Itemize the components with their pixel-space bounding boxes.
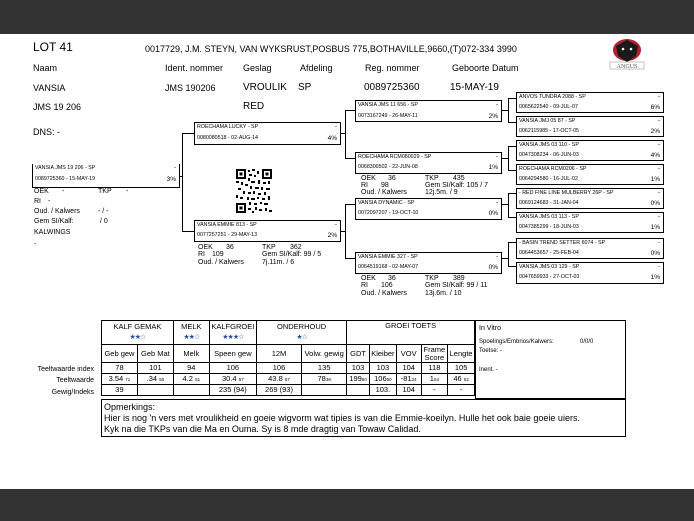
gp-tkp-value: 389 — [453, 275, 465, 282]
tw-value: 30.4 — [221, 374, 237, 384]
ggp-name: VANSIA JMS 03 110 - SP — [519, 142, 579, 148]
tw-acc: 51 — [195, 377, 201, 383]
remarks-box — [101, 399, 626, 437]
gp-dash: - — [496, 102, 498, 108]
bottom-bar — [0, 489, 694, 521]
tw-value: 4.2 — [182, 374, 193, 384]
ggp-id: 0069124683 - 31-JAN-04 — [519, 200, 579, 206]
dam-oud: Oud. / Kalwers — [198, 259, 244, 266]
tw-value: 46 — [453, 374, 462, 384]
label-ident: Ident. nommer — [165, 63, 224, 73]
group-melk: MELK — [173, 321, 209, 332]
ggp-name: VANSIA JMS 03 129 - SP — [519, 264, 580, 270]
col-header: GDT — [347, 345, 370, 363]
gp-name: ROECHAMA RCM080029 - SP — [358, 154, 432, 160]
gp-oud-value: 12j.5m. / 9 — [425, 189, 458, 196]
connector — [180, 176, 183, 177]
subject-tkp-value: - — [126, 188, 129, 195]
tw-acc: 67 — [238, 377, 244, 383]
ggp-id: 0047385299 - 18-JUN-03 — [519, 224, 579, 230]
gp-name: VANSIA JMS 11 656 - SP — [358, 102, 418, 108]
connector — [345, 110, 355, 111]
tw-cell — [102, 374, 138, 385]
gp-name: VANSIA DYNAMIC - SP — [358, 200, 415, 206]
ggp-pct: 1% — [650, 176, 660, 183]
row-label-teeltwaarde: Teeltwaarde — [56, 377, 94, 384]
ggp-dash: - — [658, 264, 660, 270]
connector — [508, 242, 509, 266]
connector — [341, 231, 346, 232]
stars-melk: ★★☆ — [173, 332, 209, 345]
tw-cell — [302, 374, 347, 385]
connector — [345, 110, 346, 158]
ggp-name: - RED FINE LINE MULBERRY 26P - SP — [519, 190, 614, 196]
invitro-panel — [475, 320, 626, 399]
subject-pct: 3% — [166, 176, 176, 183]
connector — [502, 258, 509, 259]
gewig-cell — [302, 385, 347, 396]
gp-pct: 0% — [488, 264, 498, 271]
subject-oek: OEK — [34, 188, 49, 195]
connector — [508, 122, 516, 123]
tw-cell — [256, 374, 301, 385]
index-cell: 94 — [173, 363, 209, 374]
index-cell: 103 — [369, 363, 396, 374]
ggp-pct: 1% — [650, 224, 660, 231]
index-cell: 106 — [256, 363, 301, 374]
connector — [508, 170, 516, 171]
connector — [502, 110, 509, 111]
sire-id: 0080080518 - 02-AUG-14 — [197, 135, 258, 141]
gp-dash: - — [496, 200, 498, 206]
dam-dash: - — [335, 222, 337, 228]
dam-pct: 2% — [327, 232, 337, 239]
remarks-title: Opmerkings: — [104, 402, 156, 412]
col-header: 12M — [256, 345, 301, 363]
label-geslag: Geslag — [243, 63, 272, 73]
sire-name: ROECHAMA LUCKY - SP — [197, 124, 259, 130]
ggp-dash: - — [658, 166, 660, 172]
tw-cell — [369, 374, 396, 385]
ggp-name: ROECHAMA RCM0206 - SP — [519, 166, 587, 172]
connector — [502, 204, 509, 205]
tw-acc: 50 — [361, 377, 367, 383]
invitro-title: In Vitro — [479, 325, 502, 332]
animal-geslag: VROULIK — [243, 82, 287, 93]
dam-gem: Gem SI/Kalf: 99 / 5 — [262, 251, 322, 258]
index-cell: 103 — [347, 363, 370, 374]
tw-cell — [421, 374, 448, 385]
gp-oek-value: 36 — [388, 175, 396, 182]
ggp-name: VANSIA JMJ 05 87 - SP — [519, 118, 576, 124]
col-header: Melk — [173, 345, 209, 363]
ggp-id: 0047308234 - 06-JUN-03 — [519, 152, 579, 158]
stars-kalfgroei: ★★★☆ — [209, 332, 256, 345]
col-header: Geb gew — [102, 345, 138, 363]
gp-ri: RI — [361, 282, 368, 289]
grandparent-box — [355, 100, 502, 122]
subject-dash: - — [174, 165, 176, 171]
label-naam: Naam — [33, 63, 58, 73]
gewig-cell: 104 — [396, 385, 421, 396]
tw-cell — [448, 374, 475, 385]
tw-acc: 54 — [433, 377, 439, 383]
ggp-pct: 0% — [650, 200, 660, 207]
gewig-cell: 103. — [369, 385, 396, 396]
animal-reg: 0089725360 — [364, 82, 420, 93]
col-header: Volw. gewig — [302, 345, 347, 363]
gp-oud: Oud. / Kalwers — [361, 189, 407, 196]
gp-oek-value: 36 — [388, 275, 396, 282]
tw-cell — [173, 374, 209, 385]
great-grandparent-box — [516, 116, 664, 137]
dam-oek: OEK — [198, 244, 213, 251]
connector — [345, 204, 355, 205]
gp-tkp: TKP — [425, 175, 439, 182]
gewig-cell — [173, 385, 209, 396]
lot-number: LOT 41 — [33, 40, 73, 54]
dam-oud-value: 7j.11m. / 6 — [262, 259, 295, 266]
tw-value: 43.8 — [268, 374, 283, 384]
animal-kleur: RED — [243, 101, 265, 112]
gp-oud-value: 13j.6m. / 10 — [425, 290, 462, 297]
ggp-id: 0064453657 - 25-FEB-04 — [519, 250, 579, 256]
subject-oud-value: - / - — [98, 208, 109, 215]
connector — [502, 158, 509, 159]
tw-value: .34 — [146, 374, 158, 384]
dam-oek-value: 36 — [226, 244, 234, 251]
label-reg: Reg. nommer — [365, 63, 420, 73]
dam-tkp: TKP — [262, 244, 276, 251]
ggp-id: 0064294580 - 16-JUL-02 — [519, 176, 578, 182]
gp-tkp-value: 435 — [453, 175, 465, 182]
tw-value: -81 — [400, 374, 412, 384]
subject-gem-value: / 0 — [100, 218, 108, 225]
grandparent-box — [355, 252, 502, 274]
great-grandparent-box — [516, 212, 664, 233]
ggp-pct: 2% — [650, 128, 660, 135]
dam-box — [194, 220, 341, 242]
ggp-dash: - — [658, 214, 660, 220]
col-header: Geb Mat — [137, 345, 173, 363]
connector — [508, 146, 516, 147]
gewig-cell: 269 (93) — [256, 385, 301, 396]
gp-oek: OEK — [361, 175, 376, 182]
invitro-inent: Inent. - — [479, 367, 498, 373]
tw-cell — [209, 374, 256, 385]
index-cell: 135 — [302, 363, 347, 374]
invitro-spoelings-value: 0/0/0 — [580, 339, 594, 345]
gp-pct: 2% — [488, 113, 498, 120]
animal-naam: VANSIA — [33, 83, 66, 93]
animal-geboorte: 15-MAY-19 — [450, 82, 499, 93]
gp-id: 0072097207 - 19-OCT-10 — [358, 210, 419, 216]
ggp-id: 0062115985 - 17-OCT-05 — [519, 128, 579, 134]
sire-dash: - — [335, 124, 337, 130]
index-cell: 78 — [102, 363, 138, 374]
ggp-dash: - — [658, 118, 660, 124]
subject-box — [32, 164, 180, 188]
subject-kalwings-value: - — [34, 241, 37, 248]
row-label-index: Teeltwaarde index — [37, 366, 94, 373]
subject-gem: Gem SI/Kalf: — [34, 218, 74, 225]
subject-ri-value: - — [48, 198, 51, 205]
angus-logo — [600, 36, 654, 72]
gp-ri-value: 106 — [381, 282, 393, 289]
ggp-dash: - — [658, 94, 660, 100]
ggp-id: 0065622540 - 09-JUL-07 — [519, 104, 578, 110]
tw-acc: 50 — [159, 377, 165, 383]
gewig-cell: 39 — [102, 385, 138, 396]
gp-ri-value: 98 — [381, 182, 389, 189]
subject-kalwings: KALWINGS — [34, 229, 71, 236]
animal-afdeling: SP — [298, 82, 312, 93]
tw-cell — [347, 374, 370, 385]
animal-naam2: JMS 19 206 — [33, 102, 82, 112]
tw-value: 199 — [349, 374, 362, 384]
great-grandparent-box — [516, 164, 664, 185]
connector — [182, 133, 183, 231]
connector — [508, 266, 516, 267]
sire-pct: 4% — [327, 135, 337, 142]
great-grandparent-box — [516, 262, 664, 284]
index-cell: 104 — [396, 363, 421, 374]
gp-name: VANSIA EMMIE 327 - SP — [358, 254, 418, 260]
tw-acc: 71 — [125, 377, 131, 383]
connector — [508, 242, 516, 243]
col-header: VOV — [396, 345, 421, 363]
gp-gem: Gem SI/Kalf: 105 / 7 — [425, 182, 489, 189]
subject-name: VANSIA JMS 19 206 - SP — [35, 165, 96, 171]
ggp-pct: 6% — [650, 104, 660, 111]
top-bar — [0, 0, 694, 34]
label-afdeling: Afdeling — [300, 63, 333, 73]
tw-cell — [396, 374, 421, 385]
breeder-info: 0017729, J.M. STEYN, VAN WYKSRUST,POSBUS 775,BOTHAVILLE,9660,(T)072-334 3990 — [145, 44, 517, 54]
connector — [508, 193, 516, 194]
remarks-line1: Hier is nog 'n vers met vroulikheid en goeie wigvorm wat tipies is van die Emmie-koeilyn. Hulle het ook baie goeie uiers. — [104, 413, 580, 423]
gp-dash: - — [496, 154, 498, 160]
index-cell: 118 — [421, 363, 448, 374]
ggp-dash: - — [658, 142, 660, 148]
label-geboorte: Geboorte Datum — [452, 63, 519, 73]
subject-oek-value: - — [62, 188, 65, 195]
connector — [341, 133, 346, 134]
stars-kalf: ★★☆ — [102, 332, 174, 345]
gp-id: 0068300502 - 22-JUN-08 — [358, 164, 418, 170]
ggp-pct: 0% — [650, 250, 660, 257]
logo-text: ANGUS — [616, 64, 638, 70]
index-cell: 106 — [209, 363, 256, 374]
row-label-gewig: Gewig/Indeks — [51, 389, 94, 396]
col-header: Lengte — [448, 345, 475, 363]
dam-name: VANSIA EMMIE 813 - SP — [197, 222, 257, 228]
gewig-cell: 235 (94) — [209, 385, 256, 396]
connector — [345, 158, 355, 159]
group-groei: GROEI TOETS — [347, 321, 475, 345]
ggp-name: VANSIA JMS 03 113 - SP — [519, 214, 579, 220]
ggp-pct: 4% — [650, 152, 660, 159]
group-kalf: KALF GEMAK — [102, 321, 174, 332]
ggp-name: ANVOS TUNDRA 2088 - SP — [519, 94, 586, 100]
col-header: Frame Score — [421, 345, 448, 363]
tw-acc: 24 — [411, 377, 417, 383]
ggp-name: - BASIN TREND SETTER 6074 - SP — [519, 240, 606, 246]
connector — [508, 217, 516, 218]
connector — [508, 98, 516, 99]
index-cell: 101 — [137, 363, 173, 374]
great-grandparent-box — [516, 92, 664, 113]
animal-ident: JMS 190206 — [165, 83, 216, 93]
tw-acc: 38 — [325, 377, 331, 383]
qr-code — [236, 169, 272, 213]
stars-onderhoud: ★☆ — [256, 332, 346, 345]
breeding-values-table — [101, 320, 475, 396]
tw-value: 3.54 — [108, 374, 124, 384]
tw-value: 1 — [429, 374, 434, 384]
connector — [182, 133, 194, 134]
great-grandparent-box — [516, 140, 664, 161]
connector — [508, 193, 509, 217]
ggp-dash: - — [658, 240, 660, 246]
dam-id: 0077257251 - 29-MAY-13 — [197, 232, 258, 238]
connector — [345, 258, 355, 259]
invitro-toetse: Toetse: - — [479, 348, 503, 354]
gp-pct: 0% — [488, 210, 498, 217]
connector — [182, 231, 194, 232]
great-grandparent-box — [516, 238, 664, 259]
gp-ri: RI — [361, 182, 368, 189]
group-kalfgroei: KALFGROEI — [209, 321, 256, 332]
tw-cell — [137, 374, 173, 385]
sire-box — [194, 122, 341, 145]
gp-oek: OEK — [361, 275, 376, 282]
ggp-id: 0047659933 - 27-OCT-03 — [519, 274, 580, 280]
gewig-cell: - — [448, 385, 475, 396]
subject-ri: RI — [34, 198, 41, 205]
gp-tkp: TKP — [425, 275, 439, 282]
dam-tkp-value: 362 — [290, 244, 302, 251]
gp-id: 0073167249 - 26-MAY-11 — [358, 113, 418, 119]
ggp-dash: - — [658, 190, 660, 196]
gp-id: 0064519168 - 02-MAY-07 — [358, 264, 419, 270]
ggp-pct: 1% — [650, 274, 660, 281]
dns: DNS: - — [33, 127, 60, 137]
gp-oud: Oud. / Kalwers — [361, 290, 407, 297]
gp-pct: 1% — [488, 164, 498, 171]
index-cell: 105 — [448, 363, 475, 374]
col-header: Kleiber — [369, 345, 396, 363]
subject-tkp: TKP — [98, 188, 112, 195]
dam-ri: RI — [198, 251, 205, 258]
great-grandparent-box — [516, 188, 664, 209]
tw-value: 106 — [374, 374, 387, 384]
tw-acc: 67 — [284, 377, 290, 383]
subject-id: 0089725360 - 15-MAY-19 — [35, 176, 96, 182]
invitro-spoelings: Spoelings/Embrios/Kalwers: — [479, 339, 554, 345]
gp-dash: - — [496, 254, 498, 260]
col-header: Speen gew — [209, 345, 256, 363]
tw-acc: 52 — [463, 377, 469, 383]
dam-ri-value: 109 — [212, 251, 224, 258]
tw-acc: 50 — [386, 377, 392, 383]
grandparent-box — [355, 198, 502, 220]
gewig-cell: - — [421, 385, 448, 396]
gewig-cell — [347, 385, 370, 396]
tw-value: 78 — [317, 374, 326, 384]
gewig-cell — [137, 385, 173, 396]
grandparent-box — [355, 152, 502, 174]
remarks-line2: Kyk na die TKPs van die Ma en Ouma. Sy is 8 mde dragtig van Towaw Calidad. — [104, 424, 421, 434]
subject-oud: Oud. / Kalwers — [34, 208, 80, 215]
gp-gem: Gem SI/Kalf: 99 / 11 — [425, 282, 488, 289]
group-onderhoud: ONDERHOUD — [256, 321, 346, 332]
